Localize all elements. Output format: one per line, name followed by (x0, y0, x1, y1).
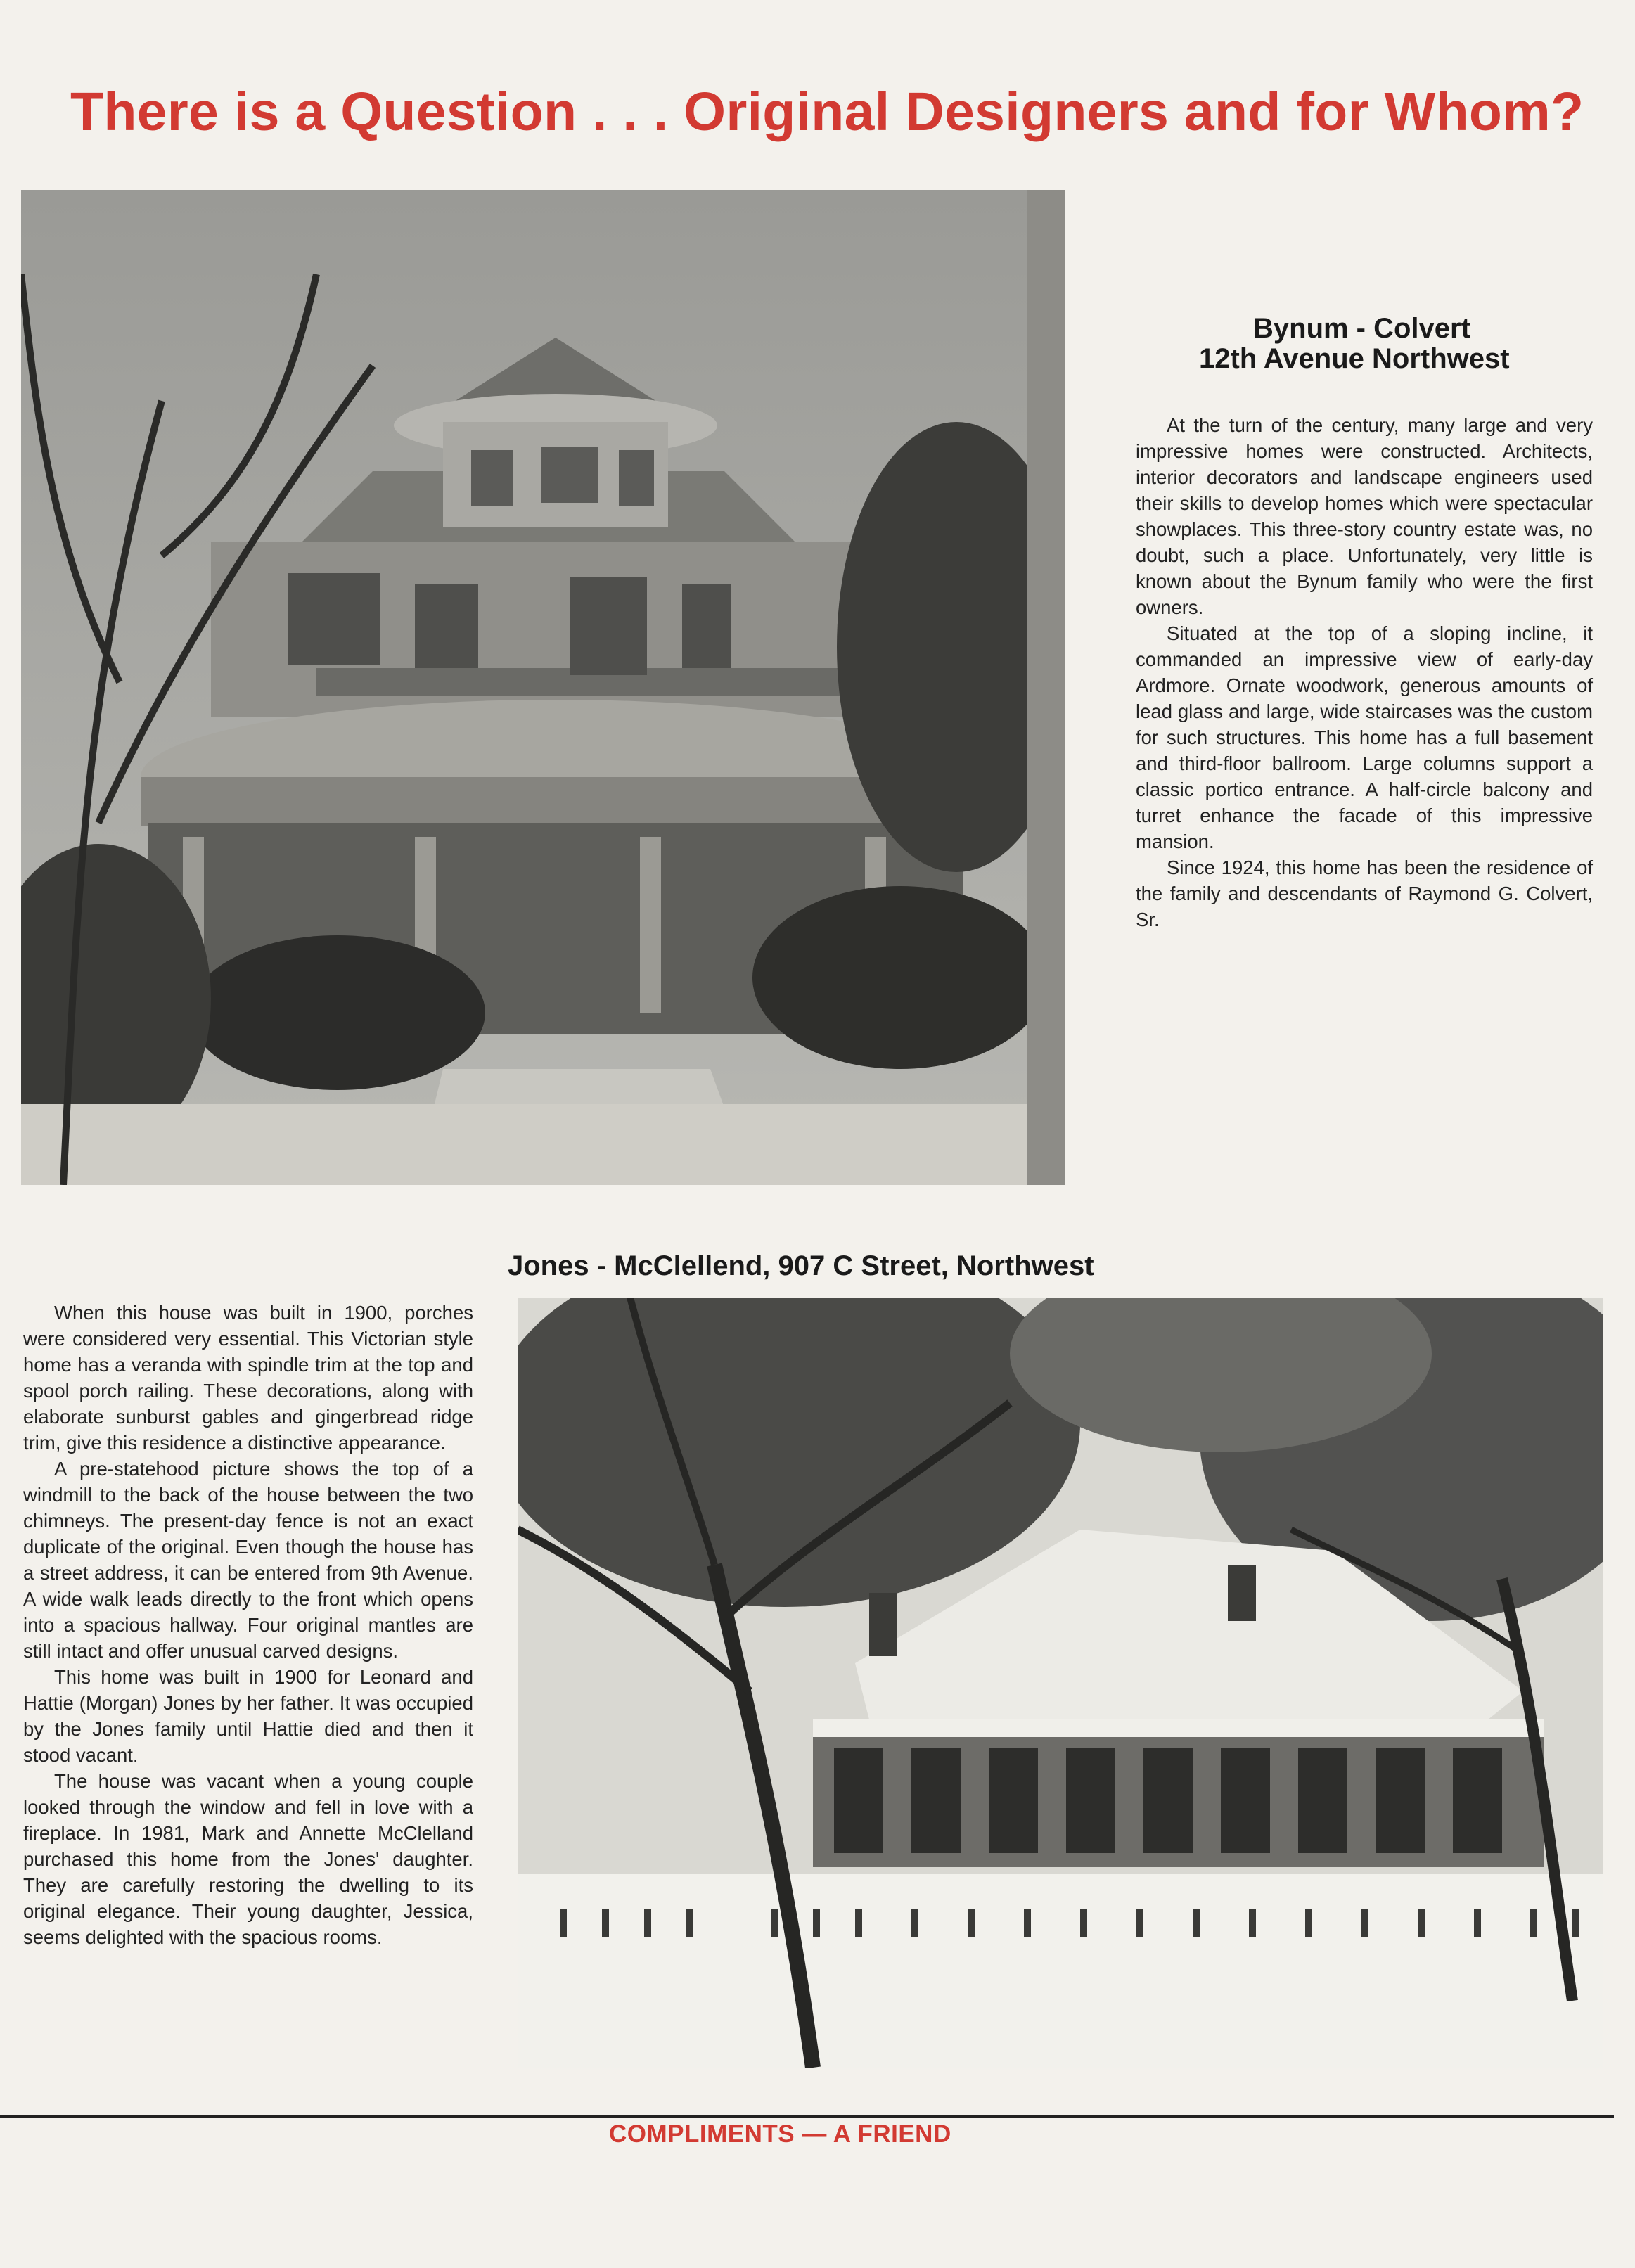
jones-mcclellend-house-photo (518, 1298, 1603, 2068)
footer-rule (0, 2115, 1614, 2118)
bynum-colvert-house-photo (21, 190, 1065, 1185)
article-paragraph: The house was vacant when a young couple looked through the window and fell in love with a fireplace. In 1981, Mark and Annette McClelland purchased this home from the Jones' daughter. They are carefully restoring the dwelling to its original elegance. Their young daughter, Jessica, seems delighted with the spacious rooms. (23, 1770, 473, 1948)
article-paragraph: Situated at the top of a sloping incline, it commanded an impressive view of early-day Ardmore. Ornate woodwork, generous amounts of lead glass and large, wide staircases was the custom for such structures. This home has a full basement and third-floor ballroom. Large columns support a classic portico entrance. A half-circle balcony and turret enhance the facade of this impressive mansion. (1136, 622, 1593, 852)
article-paragraph: When this house was built in 1900, porches were considered very essential. This Victorian style home has a veranda with spindle trim at the top and spool porch railing. These decorations, along with elaborate sunburst gables and gingerbread ridge trim, give this residence a distinctive appearance. (23, 1302, 473, 1454)
jones-mcclellend-caption: Jones - McClellend, 907 C Street, Northwest (508, 1250, 1094, 1281)
article-paragraph: At the turn of the century, many large and very impressive homes were constructed. Architects, interior decorators and landscape engineers used their skills to develop homes which were spectacular showplaces. This three-story country estate was, no doubt, such a place. Unfortunately, very little is known about the Bynum family who were the first owners. (1136, 414, 1593, 618)
footer-credit: COMPLIMENTS — A FRIEND (609, 2120, 951, 2148)
page-headline: There is a Question . . . Original Designers and for Whom? (70, 82, 1584, 142)
bynum-colvert-caption-street: 12th Avenue Northwest (1199, 343, 1510, 374)
bynum-colvert-caption-name: Bynum - Colvert (1253, 313, 1470, 344)
article-paragraph: This home was built in 1900 for Leonard and Hattie (Morgan) Jones by her father. It was occupied by the Jones family until Hattie died and then it stood vacant. (23, 1666, 473, 1766)
article-paragraph: A pre-statehood picture shows the top of a windmill to the back of the house between the two chimneys. The present-day fence is not an exact duplicate of the original. Even though the house has a street address, it can be entered from 9th Avenue. A wide walk leads directly to the front which opens into a spacious hallway. Four original mantles are still intact and offer unusual carved designs. (23, 1458, 473, 1662)
bynum-colvert-article (1136, 412, 1593, 933)
jones-mcclellend-article (23, 1300, 473, 1950)
article-paragraph: Since 1924, this home has been the residence of the family and descendants of Raymond G. Colvert, Sr. (1136, 857, 1593, 930)
